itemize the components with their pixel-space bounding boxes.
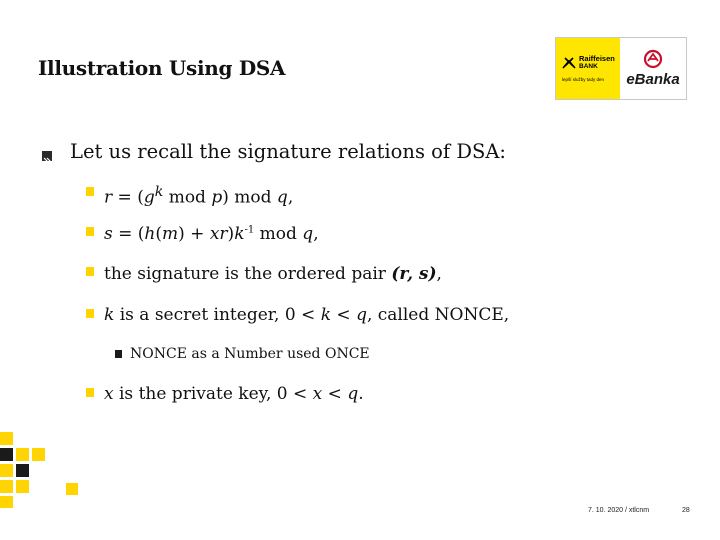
raiffeisen-gable-icon bbox=[562, 56, 576, 70]
intro-text: Let us recall the signature relations of DSA: bbox=[70, 140, 506, 163]
page-number: 28 bbox=[682, 507, 690, 514]
bullet-r: $r = (g^k$ mod p) mod q, bbox=[104, 184, 294, 208]
ebanka-emblem-icon bbox=[642, 49, 664, 69]
raiffeisen-logo bbox=[556, 38, 620, 99]
nonce-note: NONCE as a Number used ONCE bbox=[130, 346, 370, 362]
bullet-square-icon bbox=[86, 388, 94, 397]
ebanka-logo bbox=[620, 38, 686, 99]
ebanka-wordmark: eBanka bbox=[626, 71, 680, 88]
decorative-squares-icon bbox=[0, 430, 90, 510]
bullet-s: $s = (h(m) + xr)k^{-1}$ mod q, bbox=[104, 224, 319, 244]
bullet-x: x is the private key, 0 < x < q. bbox=[104, 384, 364, 404]
bullet-square-icon bbox=[86, 309, 94, 318]
bullet-square-icon bbox=[86, 187, 94, 196]
bullet-square-icon bbox=[86, 267, 94, 276]
raiffeisen-name: Raiffeisen bbox=[579, 54, 615, 63]
bullet-square-icon bbox=[86, 227, 94, 236]
bank-logo bbox=[555, 37, 687, 100]
slide-title: Illustration Using DSA bbox=[38, 56, 286, 80]
raiffeisen-bank-label: BANK bbox=[579, 63, 598, 70]
main-bullet-icon bbox=[42, 151, 52, 161]
raiffeisen-tagline: lepší služby tady den bbox=[562, 77, 605, 82]
bullet-k: k is a secret integer, 0 < k < q, called NONCE, bbox=[104, 305, 510, 325]
subbullet-square-icon bbox=[115, 350, 122, 358]
bullet-signature-pair: the signature is the ordered pair (r, s), bbox=[104, 264, 442, 284]
footer-date: 7. 10. 2020 / xtlcnm bbox=[588, 507, 650, 514]
